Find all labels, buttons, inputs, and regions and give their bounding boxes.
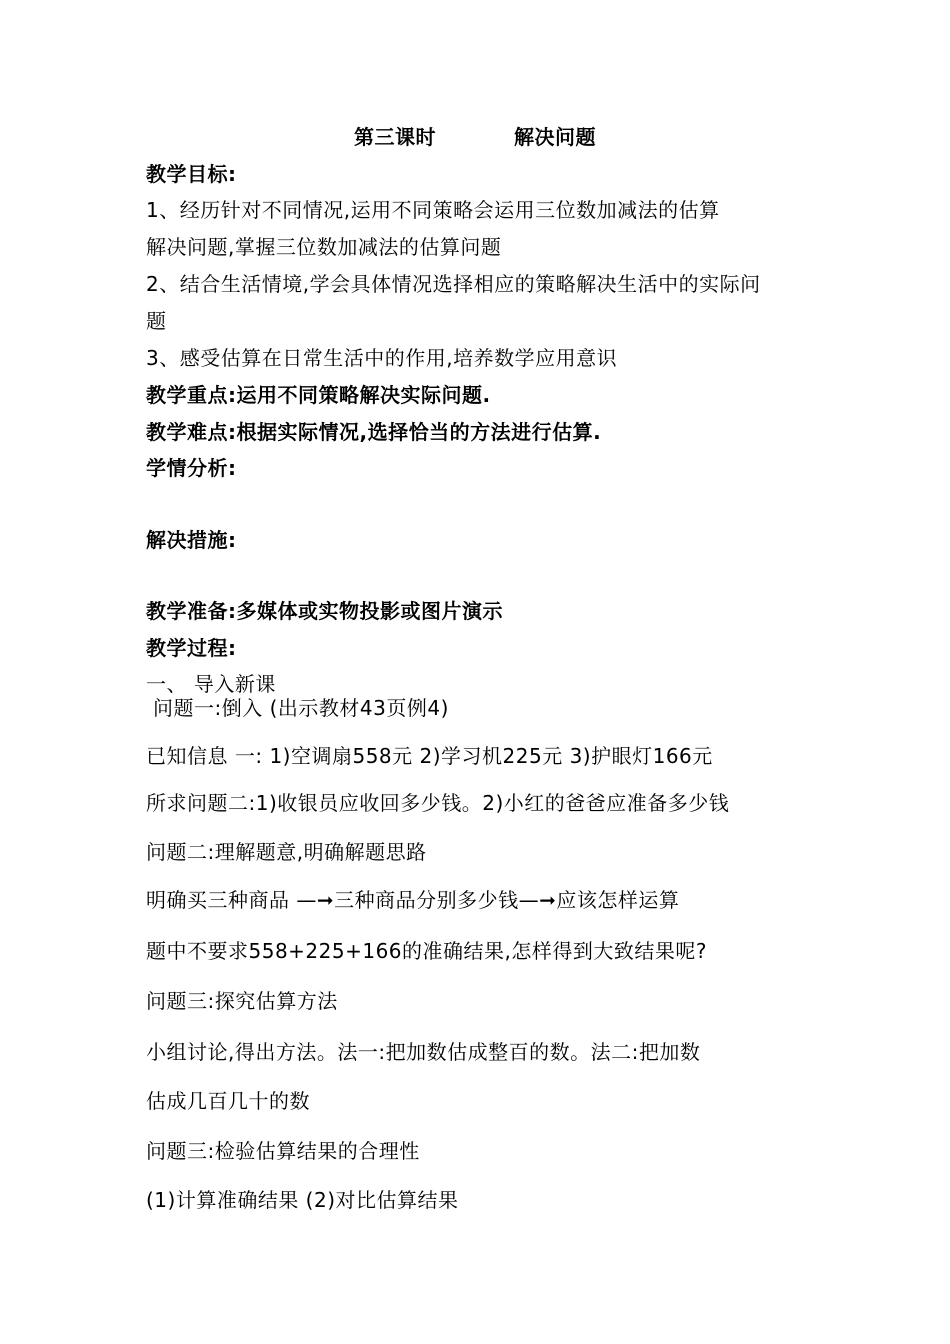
lesson-title (0, 125, 950, 149)
objectives-heading: 教学目标: (146, 162, 237, 186)
discussion-line2: 估成几百几十的数 (146, 1089, 310, 1113)
estimate-question: 题中不要求558+225+166的准确结果,怎样得到大致结果呢? (146, 939, 708, 963)
measures-heading: 解决措施: (146, 528, 237, 552)
preparation: 教学准备:多媒体或实物投影或图片演示 (146, 599, 503, 623)
objective-2-line2: 题 (146, 309, 167, 333)
process-heading: 教学过程: (146, 636, 237, 660)
known-info: 已知信息 一: 1)空调扇558元 2)学习机225元 3)护眼灯166元 (146, 744, 713, 768)
clarify-line: 明确买三种商品 —➞三种商品分别多少钱—➞应该怎样运算 (146, 888, 680, 912)
title-part2: 解决问题 (514, 125, 596, 149)
question-3-verify: 问题三:检验估算结果的合理性 (146, 1139, 420, 1163)
asked-question: 所求问题二:1)收银员应收回多少钱。2)小红的爸爸应准备多少钱 (146, 791, 730, 815)
objective-1-line2: 解决问题,掌握三位数加减法的估算问题 (146, 235, 502, 259)
verify-steps: (1)计算准确结果 (2)对比估算结果 (146, 1188, 459, 1212)
question-1: 问题一:倒入 (出示教材43页例4) (153, 696, 449, 720)
key-point: 教学重点:运用不同策略解决实际问题. (146, 383, 491, 407)
question-3: 问题三:探究估算方法 (146, 989, 338, 1013)
objective-1-line1: 1、经历针对不同情况,运用不同策略会运用三位数加减法的估算 (146, 198, 720, 222)
title-part1: 第三课时 (354, 125, 436, 149)
section-1-heading: 一、 导入新课 (146, 672, 276, 696)
analysis-heading: 学情分析: (146, 456, 237, 480)
discussion-line1: 小组讨论,得出方法。法一:把加数估成整百的数。法二:把加数 (146, 1040, 701, 1064)
difficulty: 教学难点:根据实际情况,选择恰当的方法进行估算. (146, 420, 602, 444)
objective-2-line1: 2、结合生活情境,学会具体情况选择相应的策略解决生活中的实际问 (146, 272, 761, 296)
question-2: 问题二:理解题意,明确解题思路 (146, 840, 427, 864)
objective-3: 3、感受估算在日常生活中的作用,培养数学应用意识 (146, 346, 618, 370)
